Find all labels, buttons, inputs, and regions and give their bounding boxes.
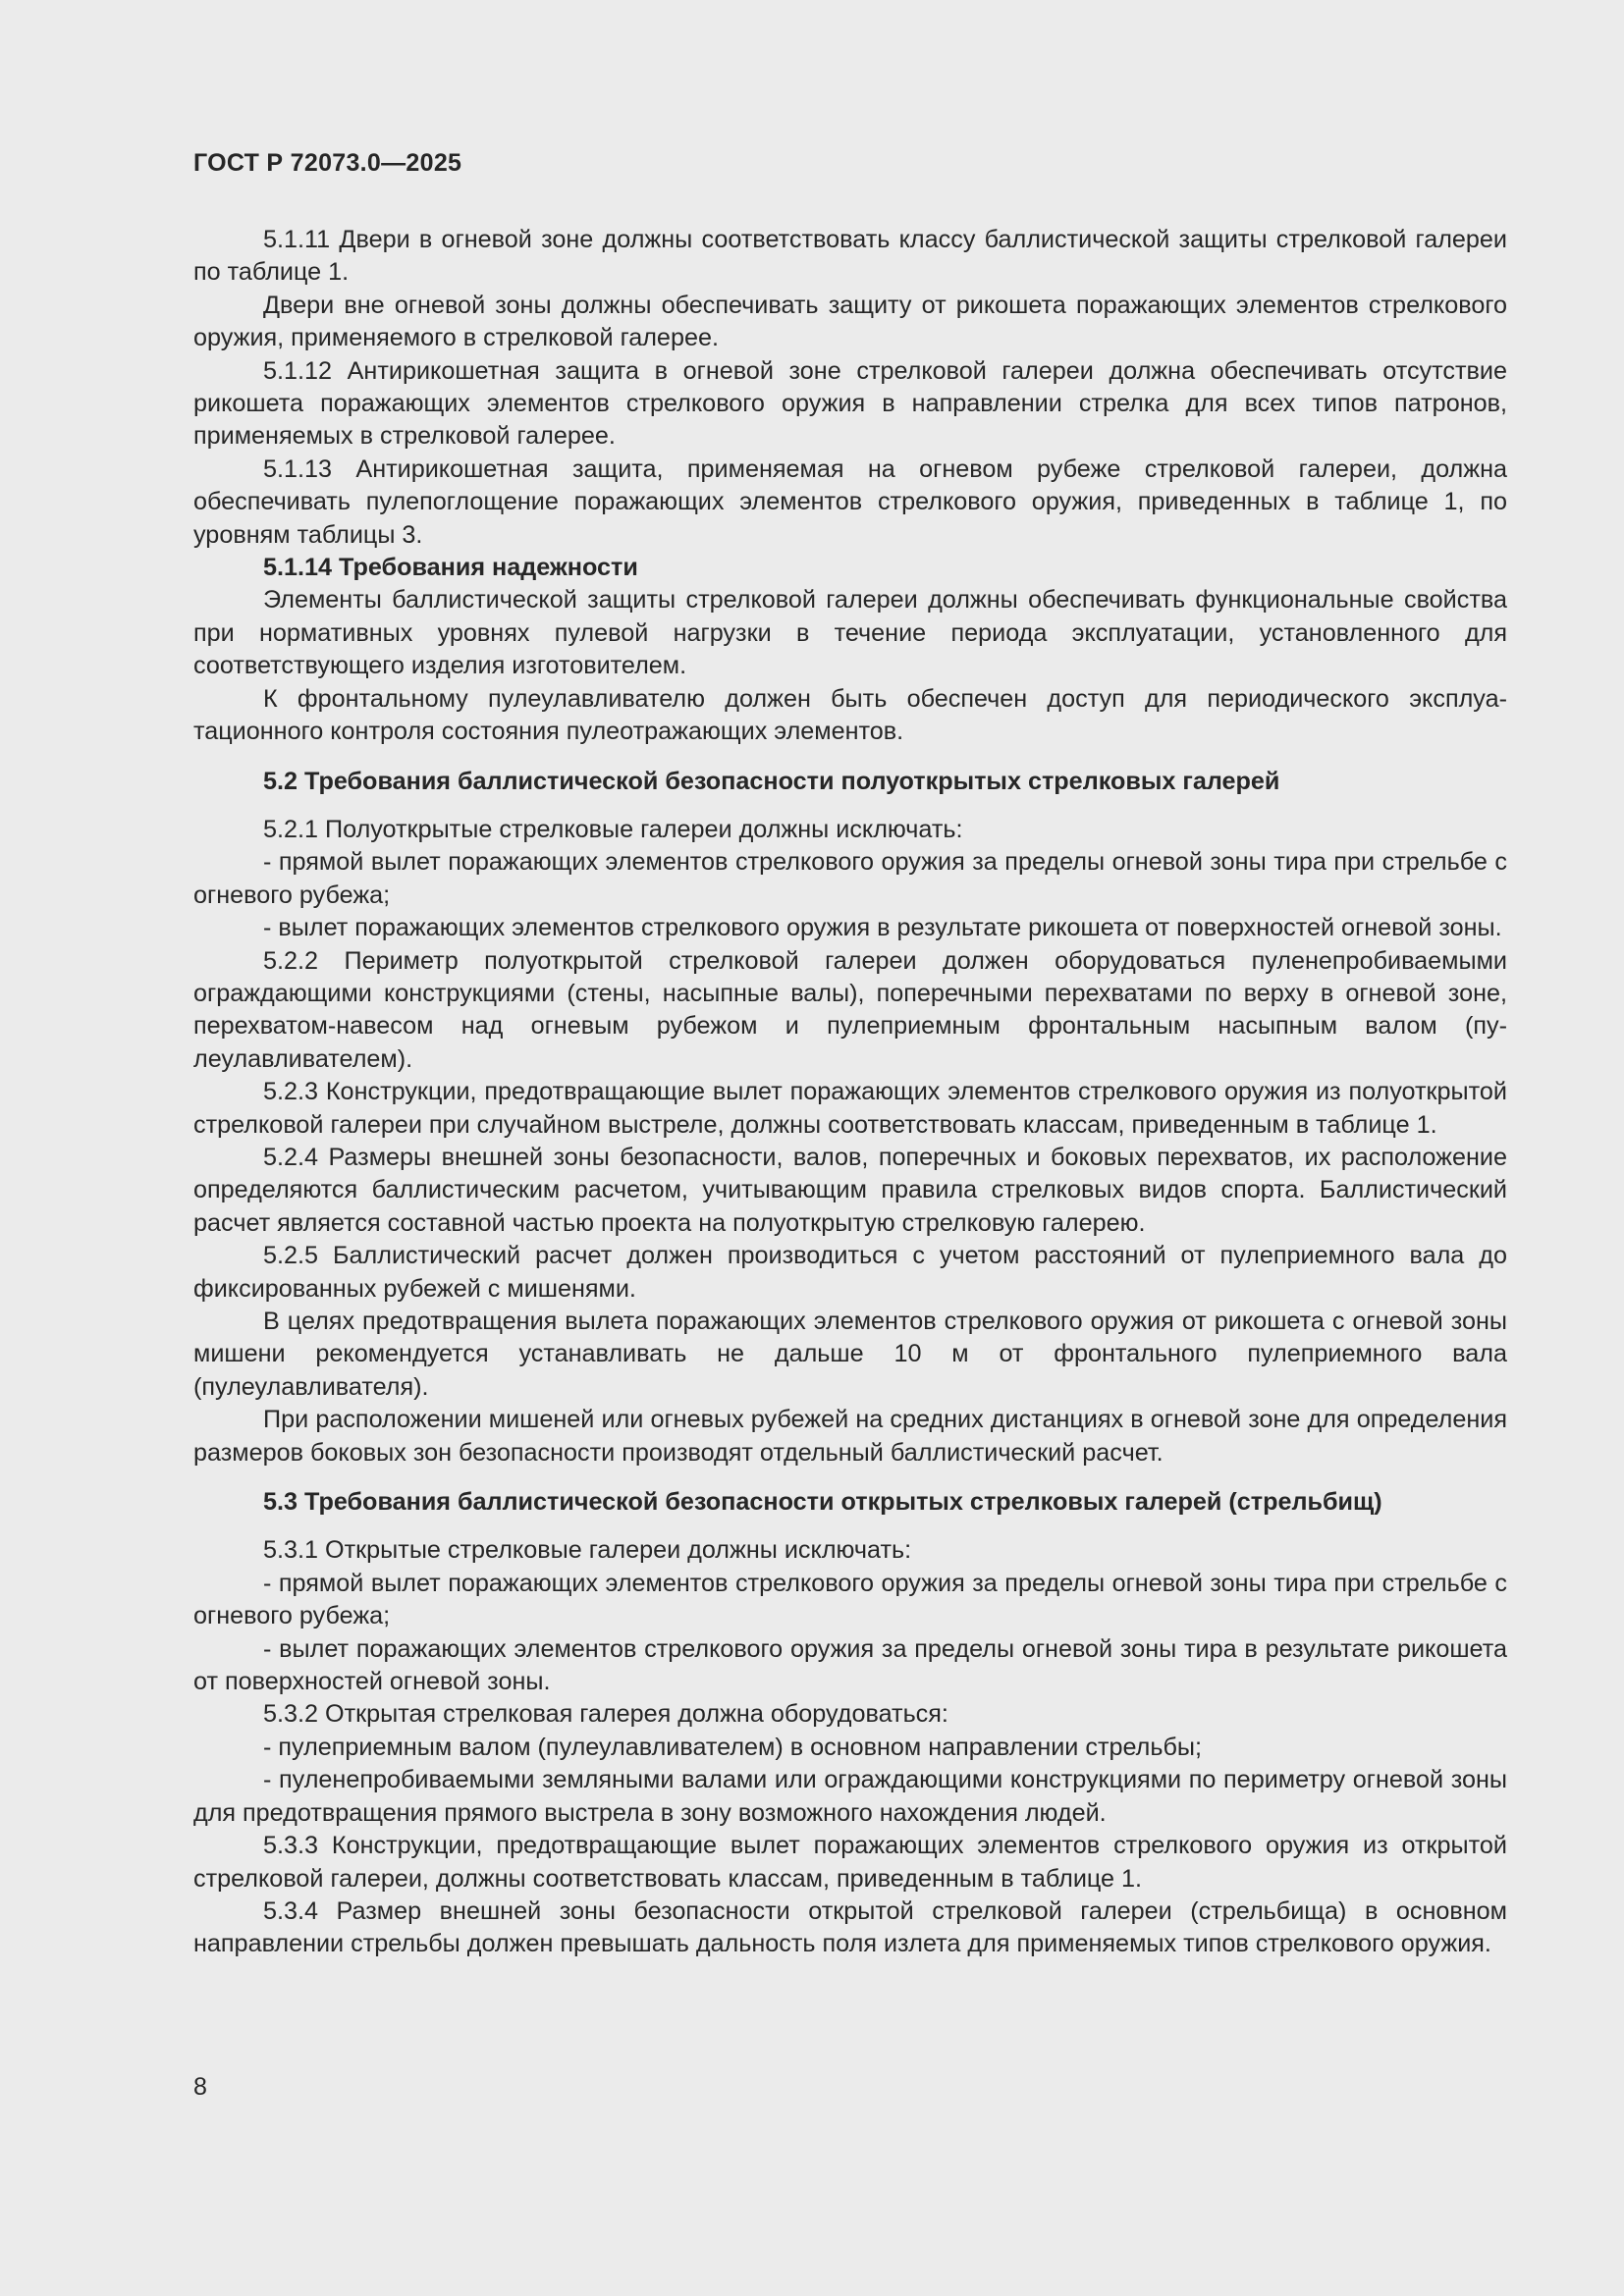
document-body	[193, 224, 1507, 1961]
paragraph-5-2-4: 5.2.4 Размеры внешней зоны безопасности, валов, поперечных и боковых перехватов, их расположение определяются баллистическим расчетом, учитывающим правила стрелковых видов спорта. Баллистический расчет является составной частью проекта на полуоткрытую стрелковую галерею.	[193, 1143, 1507, 1237]
paragraph-targets-distance: В целях предотвращения вылета поражающих элементов стрелкового оружия от рикошета с огневой зоны мишени рекомендуется устанавливать не дальше 10 м от фронтального пулеприемного вала (пулеулавливателя).	[193, 1308, 1507, 1401]
paragraph-5-3-4: 5.3.4 Размер внешней зоны безопасности открытой стрелковой галереи (стрельбища) в основном направлении стрельбы должен превышать дальность поля излета для применяемых типов стрелкового оружия.	[193, 1896, 1507, 1958]
paragraph-5-1-12: 5.1.12 Антирикошетная защита в огневой зоне стрелковой галереи должна обеспечивать отсутствие рикошета поражающих элементов стрелкового оружия в направлении стрелка для всех типов патронов, применяемых в стрелковой галерее.	[193, 356, 1507, 451]
list-item: - вылет поражающих элементов стрелкового оружия за пределы огневой зоны тира в результате рикошета от поверхностей огневой зоны.	[193, 1634, 1507, 1696]
list-item: - прямой вылет поражающих элементов стрелкового оружия за пределы огневой зоны тира при стрельбе с огневого рубежа;	[193, 1569, 1507, 1630]
paragraph-side-zones: При расположении мишеней или огневых рубежей на средних дистанциях в огневой зоне для определения размеров боковых зон безопасности производят отдельный баллистический расчет.	[193, 1406, 1507, 1467]
paragraph-5-2-2: 5.2.2 Периметр полуоткрытой стрелковой галереи должен оборудоваться пуленепробиваемыми ограждающими конструкциями (стены, насыпные валы), поперечными перехватами по верху в огневой зоне, перехватом-навесом над огневым рубежом и пулеприемным фронтальным насыпным валом (пулеулавливателем).	[193, 946, 1507, 1073]
list-item: - вылет поражающих элементов стрелкового оружия в результате рикошета от поверхностей огневой зоны.	[263, 914, 1502, 942]
paragraph-5-1-13: 5.1.13 Антирикошетная защита, применяемая на огневом рубеже стрелковой галереи, должна обеспечивать пулепоглощение поражающих элементов стрелкового оружия, приведенных в таблице 1, по уровням таблицы 3.	[193, 454, 1507, 549]
paragraph-5-3-3: 5.3.3 Конструкции, предотвращающие вылет поражающих элементов стрелкового оружия из открытой стрелковой галереи, должны соответствовать классам, приведенным в таблице 1.	[193, 1832, 1507, 1893]
document-header: ГОСТ Р 72073.0—2025	[193, 149, 462, 177]
heading-5-1-14: 5.1.14 Требования надежности	[263, 554, 638, 582]
paragraph-reliability: Элементы баллистической защиты стрелковой галереи должны обеспечивать функциональные свойства при нормативных уровнях пулевой нагрузки в течение периода эксплуатации, установленного для соответствующего изделия изготовителем.	[193, 586, 1507, 680]
section-heading-5-2: 5.2 Требования баллистической безопасности полуоткрытых стрелковых галерей	[263, 767, 1280, 795]
page-number: 8	[193, 2073, 207, 2101]
paragraph-doors: Двери вне огневой зоны должны обеспечивать защиту от рикошета поражающих элементов стрелкового оружия, применяемого в стрелковой галерее.	[193, 291, 1507, 352]
paragraph-bullet-trap-access: К фронтальному пулеулавливателю должен быть обеспечен доступ для периодического эксплуатационного контроля состояния пулеотражающих элементов.	[193, 684, 1507, 746]
list-item: - пулеприемным валом (пулеулавливателем) в основном направлении стрельбы;	[263, 1733, 1203, 1761]
list-item: - прямой вылет поражающих элементов стрелкового оружия за пределы огневой зоны тира при стрельбе с огневого рубежа;	[193, 848, 1507, 909]
paragraph-5-2-1: 5.2.1 Полуоткрытые стрелковые галереи должны исключать:	[263, 815, 963, 843]
paragraph-5-2-5: 5.2.5 Баллистический расчет должен производиться с учетом расстояний от пулеприемного вала до фиксированных рубежей с мишенями.	[193, 1242, 1507, 1303]
list-item: - пуленепробиваемыми земляными валами или ограждающими конструкциями по периметру огневой зоны для предотвращения прямого выстрела в зону возможного нахождения людей.	[193, 1766, 1507, 1827]
paragraph-5-3-1: 5.3.1 Открытые стрелковые галереи должны исключать:	[263, 1536, 912, 1565]
paragraph-5-1-11: 5.1.11 Двери в огневой зоне должны соответствовать классу баллистической защиты стрелковой галереи по таблице 1.	[193, 226, 1507, 287]
section-heading-5-3: 5.3 Требования баллистической безопасности открытых стрелковых галерей (стрельбищ)	[263, 1488, 1382, 1517]
paragraph-5-3-2: 5.3.2 Открытая стрелковая галерея должна оборудоваться:	[263, 1700, 948, 1729]
paragraph-5-2-3: 5.2.3 Конструкции, предотвращающие вылет поражающих элементов стрелкового оружия из полуоткрытой стрелковой галереи при случайном выстреле, должны соответствовать классам, приведенным в таблице 1.	[193, 1078, 1507, 1139]
